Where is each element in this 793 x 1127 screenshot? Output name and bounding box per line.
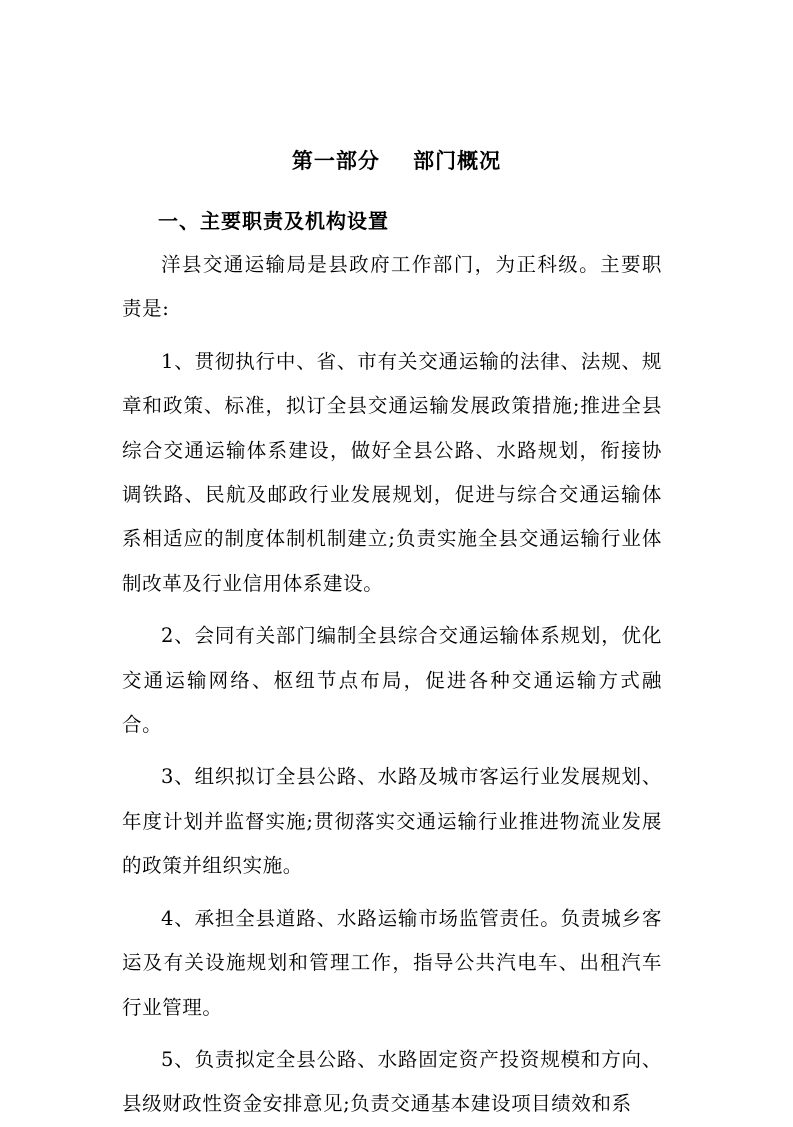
section-heading: 一、主要职责及机构设置 (158, 209, 389, 233)
body-text (122, 243, 662, 1127)
paragraph-item-2: 2、会同有关部门编制全县综合交通运输体系规划，优化交通运输网络、枢纽节点布局，促进各种交通运输方式融合。 (122, 624, 662, 737)
paragraph-intro: 洋县交通运输局是县政府工作部门，为正科级。主要职责是: (122, 253, 662, 321)
document-title: 第一部分 部门概况 (291, 148, 502, 173)
paragraph-item-3: 3、组织拟订全县公路、水路及城市客运行业发展规划、年度计划并监督实施;贯彻落实交通运输行业推进物流业发展的政策并组织实施。 (122, 765, 662, 878)
paragraph-item-5: 5、负责拟定全县公路、水路固定资产投资规模和方向、县级财政性资金安排意见;负责交通基本建设项目绩效和系 (122, 1047, 662, 1116)
paragraph-item-4: 4、承担全县道路、水路运输市场监管责任。负责城乡客运及有关设施规划和管理工作，指导公共汽电车、出租汽车行业管理。 (122, 906, 662, 1019)
paragraph-item-1: 1、贯彻执行中、省、市有关交通运输的法律、法规、规章和政策、标准，拟订全县交通运输发展政策措施;推进全县综合交通运输体系建设，做好全县公路、水路规划，衔接协调铁路、民航及邮政行业发展规划，促进与综合交通运输体系相适应的制度体制机制建立;负责实施全县交通运输行业体制改革及行业信用体系建设。 (122, 349, 662, 595)
